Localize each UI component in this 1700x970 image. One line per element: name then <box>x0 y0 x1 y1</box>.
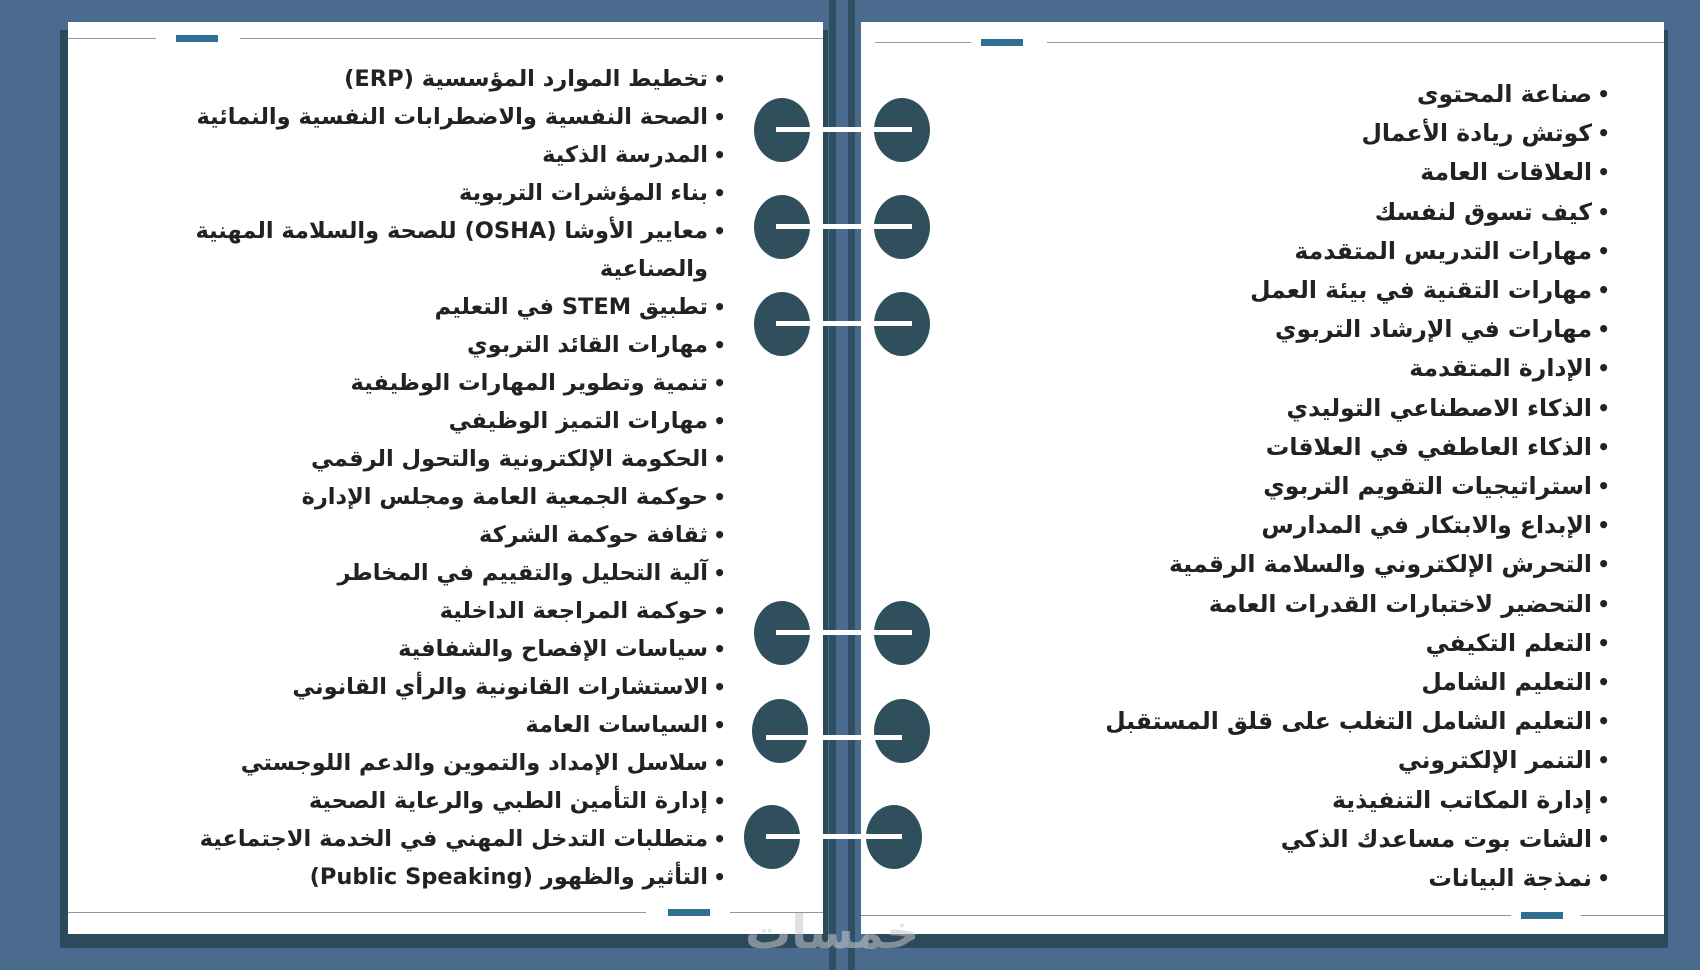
bottom-divider-right-a <box>861 915 1511 916</box>
list-item: • الإدارة المتقدمة <box>1010 349 1610 388</box>
top-divider-right-a <box>875 42 971 43</box>
list-item: • الحكومة الإلكترونية والتحول الرقمي <box>86 440 726 478</box>
list-item: • ثقافة حوكمة الشركة <box>86 516 726 554</box>
notebook-spine-inner <box>836 0 848 970</box>
list-item: • متطلبات التدخل المهني في الخدمة الاجتماعية <box>86 820 726 858</box>
list-item: • حوكمة الجمعية العامة ومجلس الإدارة <box>86 478 726 516</box>
bottom-divider-right-b <box>1581 915 1664 916</box>
list-item: • كوتش ريادة الأعمال <box>1010 114 1610 153</box>
list-item: • كيف تسوق لنفسك <box>1010 193 1610 232</box>
list-item: • تخطيط الموارد المؤسسية (ERP) <box>86 60 726 98</box>
list-item: • العلاقات العامة <box>1010 153 1610 192</box>
list-item: • الذكاء العاطفي في العلاقات <box>1010 428 1610 467</box>
list-item: • التحرش الإلكتروني والسلامة الرقمية <box>1010 545 1610 584</box>
list-item: • سياسات الإفصاح والشفافية <box>86 630 726 668</box>
list-item: • الصحة النفسية والاضطرابات النفسية والنمائية <box>86 98 726 136</box>
list-item: • تطبيق STEM في التعليم <box>86 288 726 326</box>
list-item: • استراتيجيات التقويم التربوي <box>1010 467 1610 506</box>
list-item: • مهارات التدريس المتقدمة <box>1010 232 1610 271</box>
list-item: • مهارات التقنية في بيئة العمل <box>1010 271 1610 310</box>
top-divider-left-a <box>68 38 156 39</box>
list-item: • حوكمة المراجعة الداخلية <box>86 592 726 630</box>
list-item: • إدارة التأمين الطبي والرعاية الصحية <box>86 782 726 820</box>
list-item: • تنمية وتطوير المهارات الوظيفية <box>86 364 726 402</box>
bottom-tab-left <box>668 909 710 916</box>
list-item: • المدرسة الذكية <box>86 136 726 174</box>
top-divider-left-b <box>240 38 823 39</box>
bottom-tab-right <box>1521 912 1563 919</box>
list-item: • آلية التحليل والتقييم في المخاطر <box>86 554 726 592</box>
top-tab-left <box>176 35 218 42</box>
top-divider-right-b <box>1047 42 1664 43</box>
list-item: • بناء المؤشرات التربوية <box>86 174 726 212</box>
list-item: • مهارات التميز الوظيفي <box>86 402 726 440</box>
right-course-list <box>1010 75 1610 898</box>
list-item: • الذكاء الاصطناعي التوليدي <box>1010 389 1610 428</box>
list-item: • نمذجة البيانات <box>1010 859 1610 898</box>
list-item: • التعليم الشامل <box>1010 663 1610 702</box>
list-item: • صناعة المحتوى <box>1010 75 1610 114</box>
watermark-logo: خمسات <box>745 905 920 959</box>
list-item: • السياسات العامة <box>86 706 726 744</box>
bottom-divider-left-a <box>68 912 646 913</box>
left-course-list <box>86 60 726 896</box>
list-item: • الاستشارات القانونية والرأي القانوني <box>86 668 726 706</box>
top-tab-right <box>981 39 1023 46</box>
list-item: • التأثير والظهور (Public Speaking) <box>86 858 726 896</box>
list-item: • التعليم الشامل التغلب على قلق المستقبل <box>1010 702 1610 741</box>
list-item: • التنمر الإلكتروني <box>1010 741 1610 780</box>
list-item: • سلاسل الإمداد والتموين والدعم اللوجستي <box>86 744 726 782</box>
list-item: • الشات بوت مساعدك الذكي <box>1010 820 1610 859</box>
list-item: • إدارة المكاتب التنفيذية <box>1010 781 1610 820</box>
list-item: • الإبداع والابتكار في المدارس <box>1010 506 1610 545</box>
list-item: • مهارات في الإرشاد التربوي <box>1010 310 1610 349</box>
list-item: • معايير الأوشا (OSHA) للصحة والسلامة المهنية والصناعية <box>86 212 726 288</box>
list-item: • التحضير لاختبارات القدرات العامة <box>1010 585 1610 624</box>
list-item: • مهارات القائد التربوي <box>86 326 726 364</box>
list-item: • التعلم التكيفي <box>1010 624 1610 663</box>
